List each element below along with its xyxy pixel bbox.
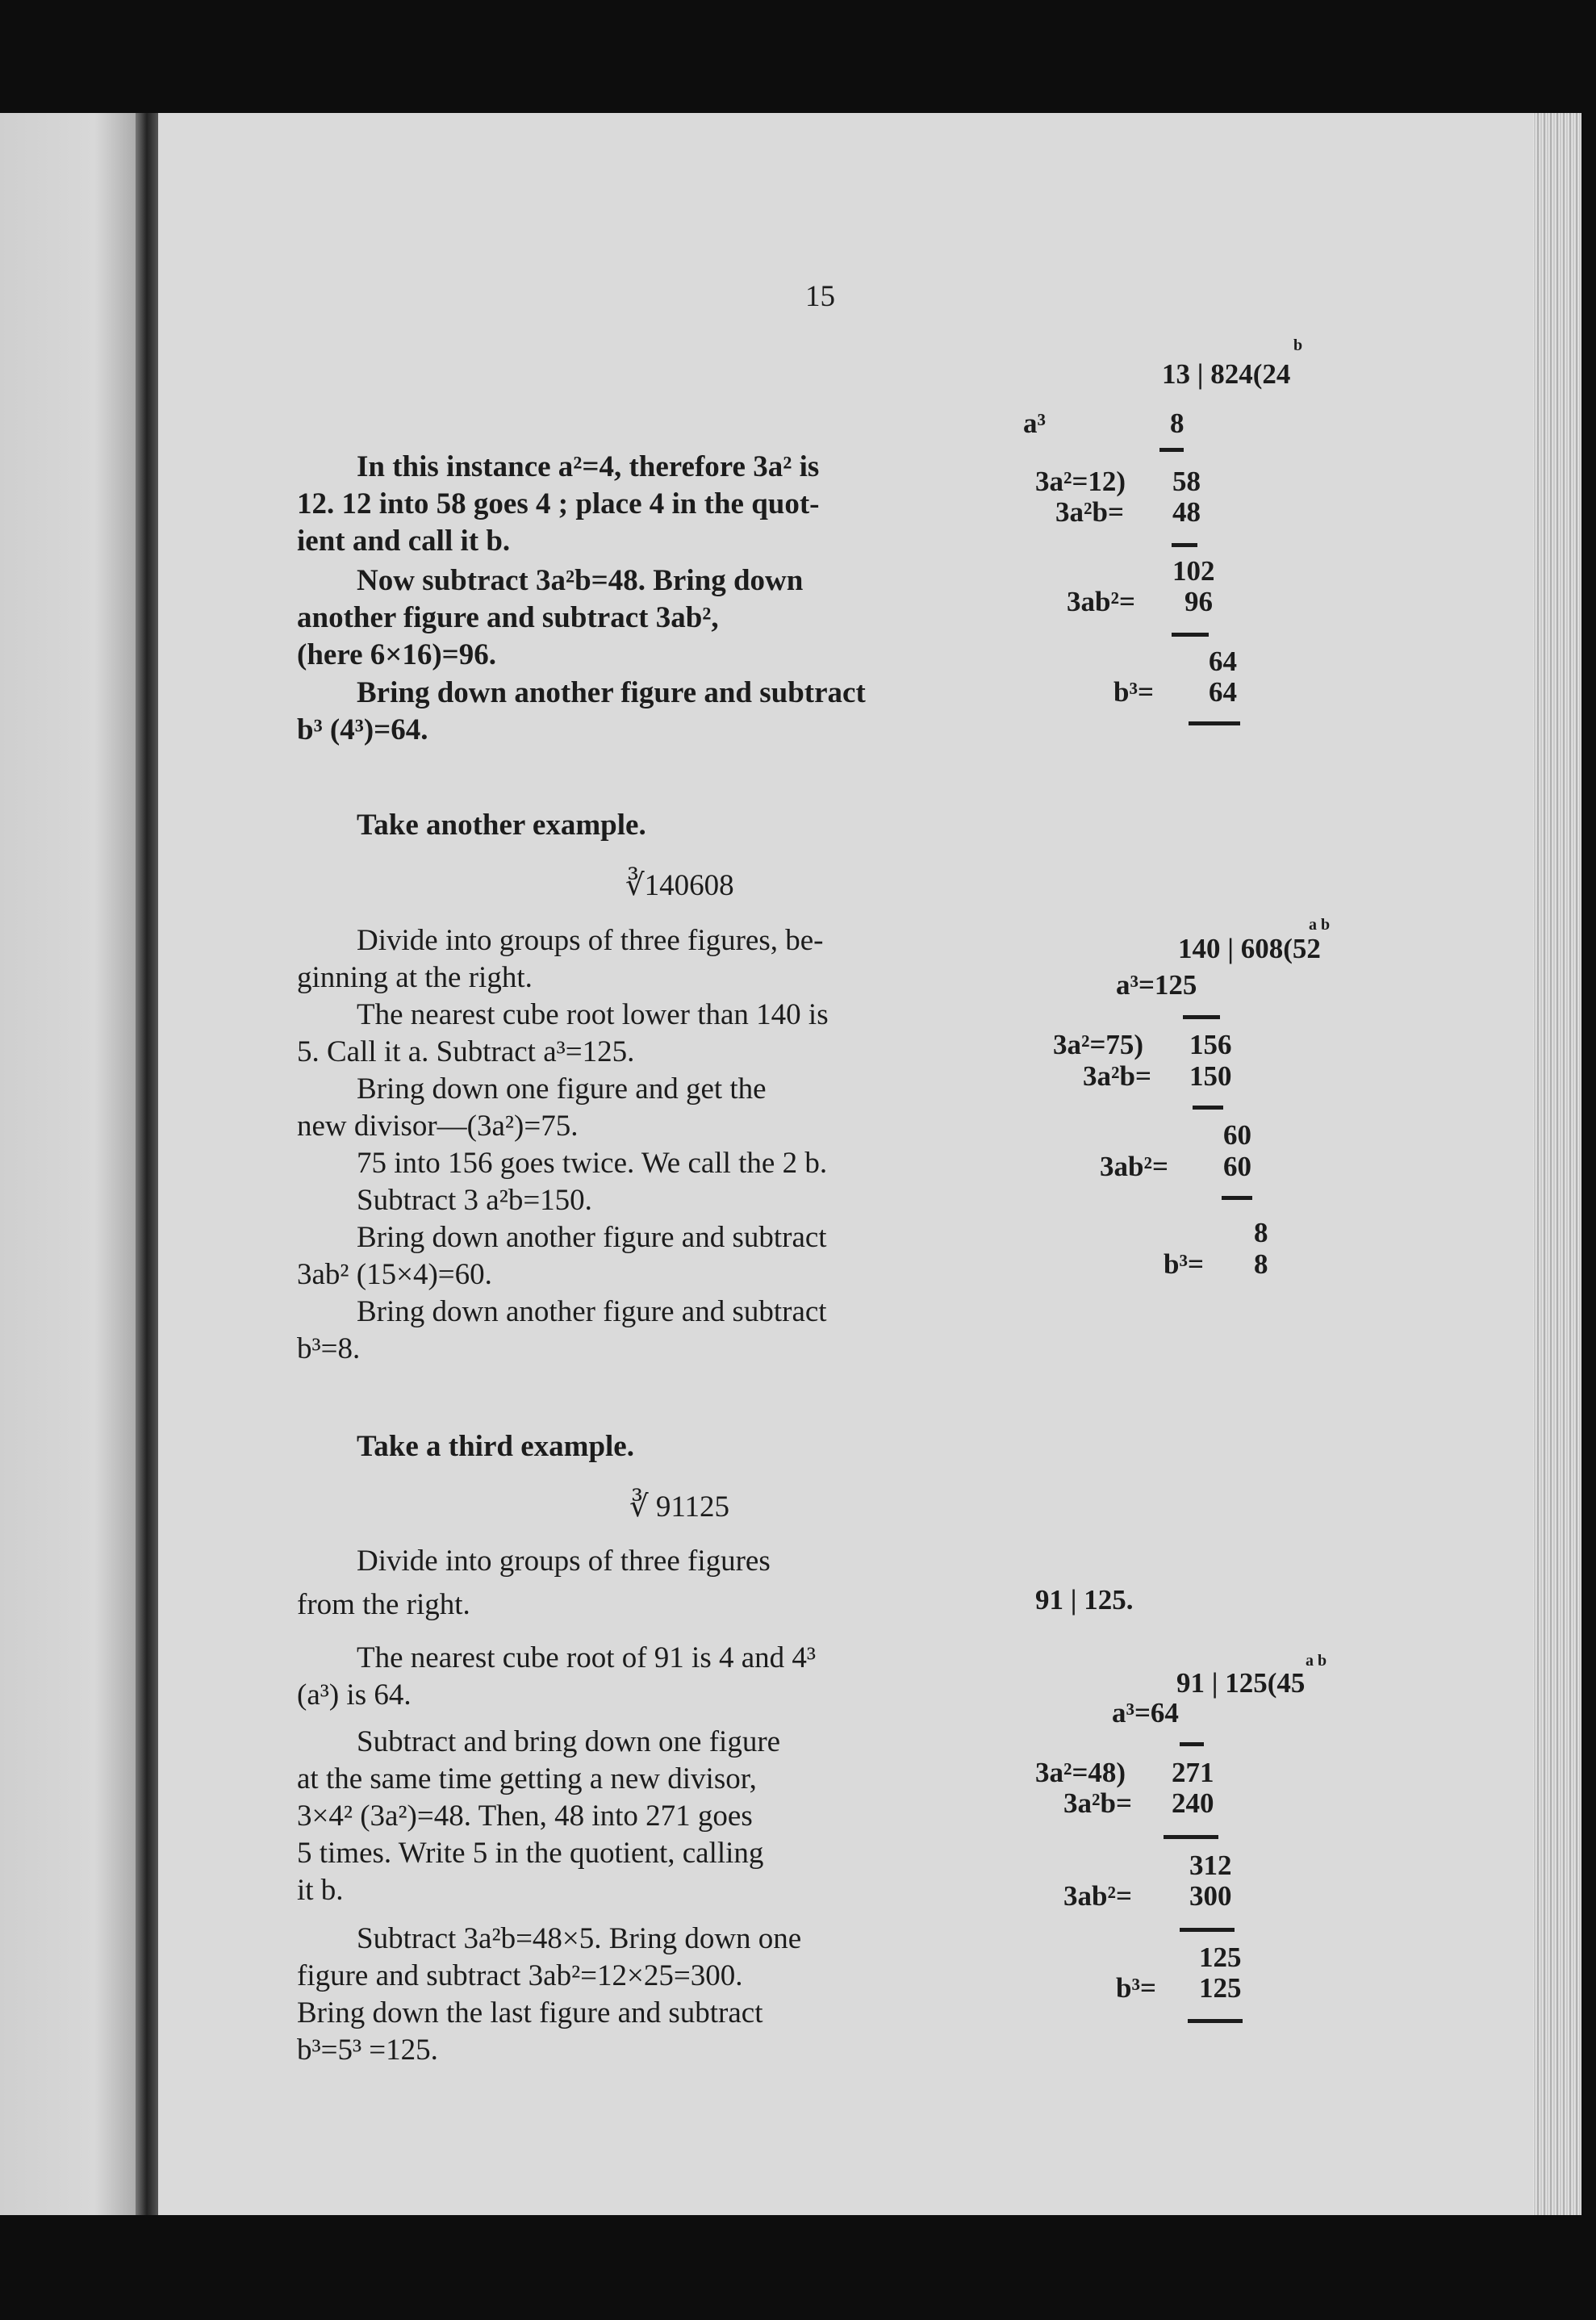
sub2-value: 300 <box>1189 1880 1232 1912</box>
grouping: 91 | 125. <box>1035 1584 1134 1616</box>
sub1-label: 3a²b= <box>1055 496 1124 528</box>
rule <box>1183 1015 1220 1019</box>
rule <box>1189 721 1240 725</box>
remainder2: 125 <box>1199 1942 1242 1973</box>
example1-line-3-1: Bring down another figure and subtract <box>357 676 866 709</box>
example3-line-4-2: figure and subtract 3ab²=12×25=300. <box>297 1959 743 1992</box>
rule <box>1180 1742 1204 1746</box>
example3-line-4-1: Subtract 3a²b=48×5. Bring down one <box>357 1922 802 1955</box>
example2-line-3-2: new divisor—(3a²)=75. <box>297 1110 579 1143</box>
example3-line-3-5: it b. <box>297 1874 344 1907</box>
example2-line-1-2: ginning at the right. <box>297 961 533 994</box>
example2-line-2-1: The nearest cube root lower than 140 is <box>357 998 829 1031</box>
sub3-value: 8 <box>1254 1248 1268 1280</box>
book-spine <box>136 113 158 2215</box>
sub2-value: 96 <box>1184 586 1213 617</box>
example3-line-3-3: 3×4² (3a²)=48. Then, 48 into 271 goes <box>297 1800 753 1833</box>
example3-intro: Take a third example. <box>357 1430 634 1463</box>
sub1-label: 3a²b= <box>1063 1787 1132 1819</box>
sub1-value: 240 <box>1172 1787 1214 1819</box>
a3-line: a³=64 <box>1112 1697 1179 1729</box>
rule <box>1180 1928 1235 1932</box>
example2-line-7-2: b³=8. <box>297 1332 361 1365</box>
page-stack-edge <box>1533 113 1581 2215</box>
example3-expression: ∛ 91125 <box>629 1490 729 1524</box>
remainder2: 64 <box>1209 646 1237 677</box>
example1-line-2-1: Now subtract 3a²b=48. Bring down <box>357 564 804 597</box>
divisor-label: 3a²=12) <box>1035 466 1126 497</box>
calc-header: 91 | 125(45 <box>1176 1667 1306 1699</box>
example3-line-4-4: b³=5³ =125. <box>297 2034 438 2067</box>
rule <box>1222 1196 1252 1200</box>
ab-marker: a b <box>1306 1652 1327 1670</box>
calc-header: 13 | 824(24 <box>1162 358 1291 390</box>
rule <box>1172 543 1197 547</box>
example2-line-2-2: 5. Call it a. Subtract a³=125. <box>297 1035 635 1068</box>
sub3-label: b³= <box>1116 1972 1156 2004</box>
example3-line-4-3: Bring down the last figure and subtract <box>297 1996 763 2029</box>
example2-line-5-1: Subtract 3 a²b=150. <box>357 1184 592 1217</box>
remainder1: 102 <box>1172 555 1215 587</box>
divisor-value: 271 <box>1172 1757 1214 1788</box>
ab-marker: a b <box>1309 916 1331 934</box>
remainder2: 8 <box>1254 1217 1268 1248</box>
rule <box>1193 1106 1223 1110</box>
sub1-value: 48 <box>1172 496 1201 528</box>
sub2-label: 3ab²= <box>1063 1880 1132 1912</box>
sub3-value: 64 <box>1209 676 1237 708</box>
b-marker: b <box>1293 337 1303 354</box>
calc-header: 140 | 608(52 <box>1178 933 1321 964</box>
example3-line-3-2: at the same time getting a new divisor, <box>297 1762 757 1795</box>
rule <box>1164 1835 1218 1839</box>
remainder1: 312 <box>1189 1850 1232 1881</box>
sub3-value: 125 <box>1199 1972 1242 2004</box>
example3-line-1-1: Divide into groups of three figures <box>357 1545 771 1578</box>
example1-line-1-1: In this instance a²=4, therefore 3a² is <box>357 450 820 483</box>
example1-line-2-2: another figure and subtract 3ab², <box>297 601 719 634</box>
example1-line-1-2: 12. 12 into 58 goes 4 ; place 4 in the quot- <box>297 487 820 520</box>
example2-expression: ∛140608 <box>625 869 734 902</box>
sub2-label: 3ab²= <box>1100 1151 1168 1182</box>
sub2-label: 3ab²= <box>1067 586 1135 617</box>
example2-line-1-1: Divide into groups of three figures, be- <box>357 924 824 957</box>
a3-value: 8 <box>1170 408 1184 439</box>
example3-line-3-4: 5 times. Write 5 in the quotient, calling <box>297 1837 764 1870</box>
rule <box>1188 2019 1243 2023</box>
sub3-label: b³= <box>1113 676 1154 708</box>
example1-line-3-2: b³ (4³)=64. <box>297 713 428 746</box>
divisor-value: 58 <box>1172 466 1201 497</box>
example2-line-4-1: 75 into 156 goes twice. We call the 2 b. <box>357 1147 828 1180</box>
example2-line-3-1: Bring down one figure and get the <box>357 1072 767 1106</box>
rule <box>1172 633 1209 637</box>
sub2-value: 60 <box>1223 1151 1251 1182</box>
example2-line-7-1: Bring down another figure and subtract <box>357 1295 827 1328</box>
example1-line-1-3: ient and call it b. <box>297 525 511 558</box>
example3-line-1-2: from the right. <box>297 1588 470 1621</box>
divisor-value: 156 <box>1189 1029 1232 1060</box>
page-number: 15 <box>805 280 835 313</box>
left-page-edge <box>0 113 158 2215</box>
sub1-label: 3a²b= <box>1083 1060 1151 1092</box>
a3-label: a³ <box>1023 408 1046 439</box>
example2-line-6-1: Bring down another figure and subtract <box>357 1221 827 1254</box>
example3-line-2-2: (a³) is 64. <box>297 1678 412 1712</box>
example3-line-3-1: Subtract and bring down one figure <box>357 1725 781 1758</box>
sub3-label: b³= <box>1164 1248 1204 1280</box>
rule <box>1159 448 1184 452</box>
remainder1: 60 <box>1223 1119 1251 1151</box>
example3-line-2-1: The nearest cube root of 91 is 4 and 4³ <box>357 1641 817 1674</box>
divisor-label: 3a²=75) <box>1053 1029 1144 1060</box>
example2-line-6-2: 3ab² (15×4)=60. <box>297 1258 492 1291</box>
sub1-value: 150 <box>1189 1060 1232 1092</box>
example1-line-2-3: (here 6×16)=96. <box>297 638 496 671</box>
example2-intro: Take another example. <box>357 809 646 842</box>
divisor-label: 3a²=48) <box>1035 1757 1126 1788</box>
a3-line: a³=125 <box>1116 969 1197 1001</box>
